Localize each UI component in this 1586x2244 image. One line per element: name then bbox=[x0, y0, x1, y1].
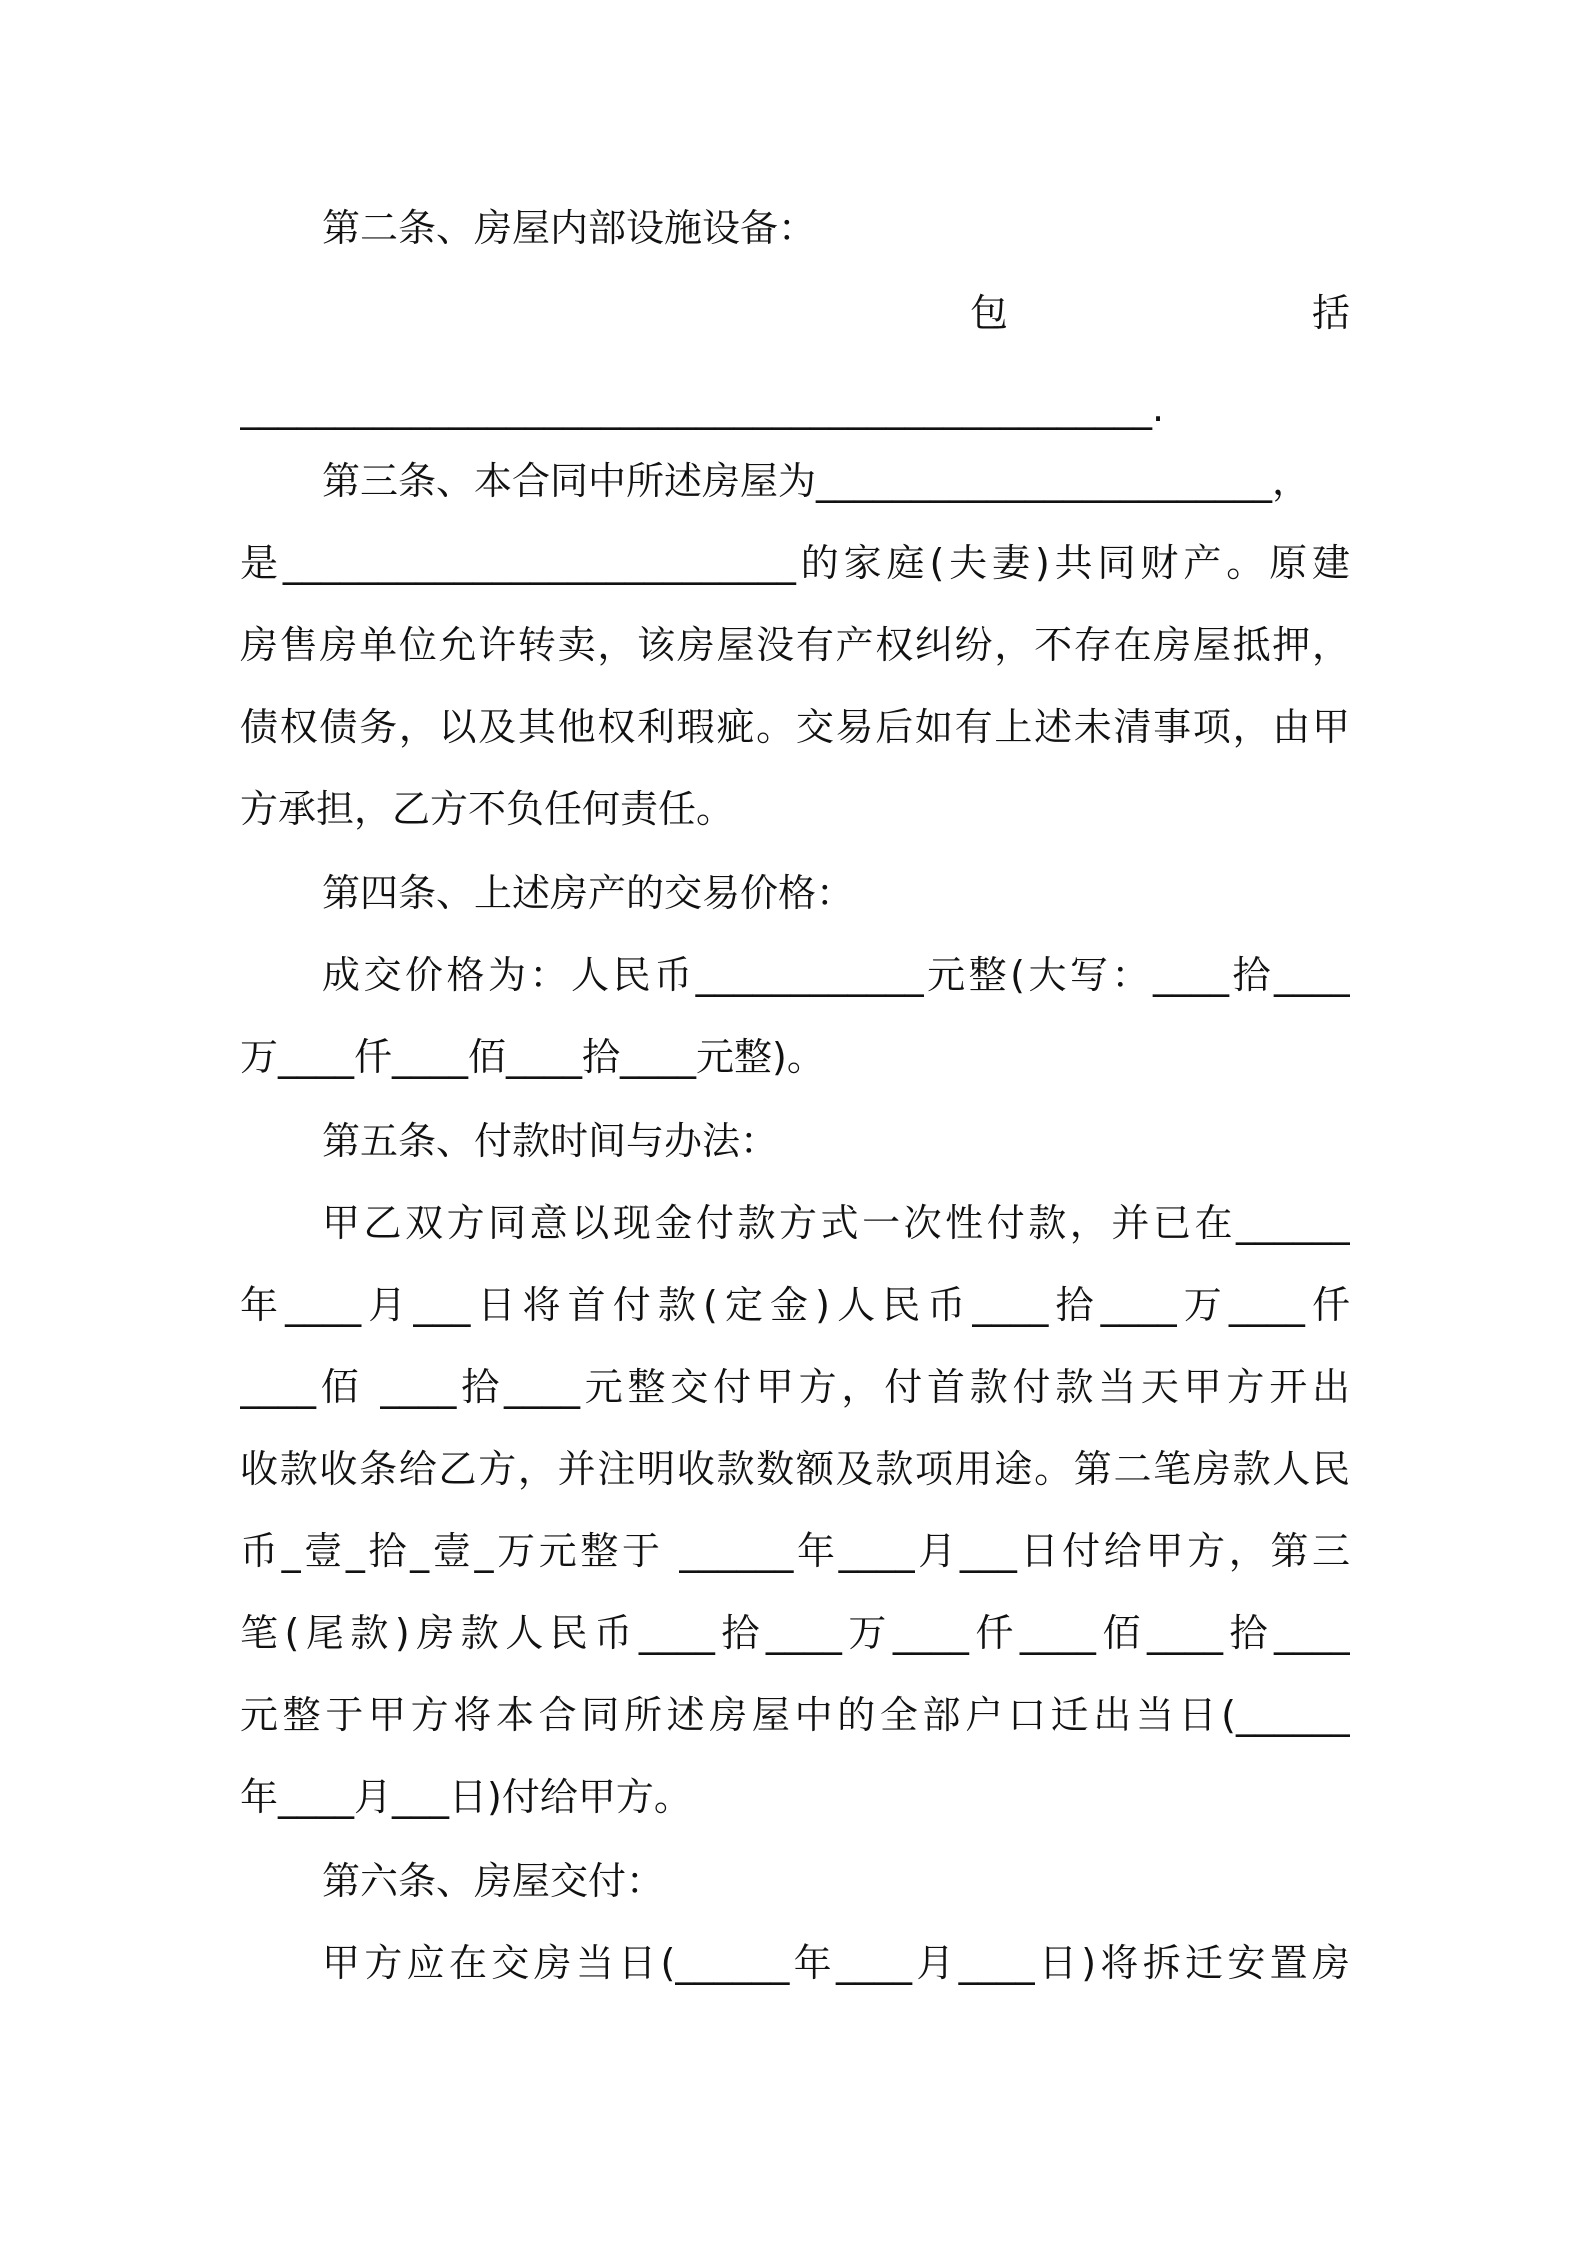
include-char-2: 括 bbox=[1311, 291, 1350, 335]
article-4-heading: 第四条、上述房产的交易价格： bbox=[322, 871, 855, 915]
article-3-line-1: 是___________________________的家庭(夫妻)共同财产。原建 bbox=[240, 541, 1350, 585]
article-3-line-4: 方承担，乙方不负任何责任。 bbox=[240, 787, 735, 831]
article-2-includes-line bbox=[240, 290, 1350, 336]
article-5-heading: 第五条、付款时间与办法： bbox=[322, 1119, 779, 1163]
article-4-price-line-2: 万____仟____佰____拾____元整)。 bbox=[240, 1035, 825, 1079]
article-2-blank-line: ________________________________________________. bbox=[240, 386, 1165, 430]
article-5-line-7: 元整于甲方将本合同所述房屋中的全部户口迁出当日(______ bbox=[240, 1693, 1350, 1737]
article-3-line-2: 房售房单位允许转卖，该房屋没有产权纠纷，不存在房屋抵押， bbox=[240, 623, 1350, 667]
article-5-line-6: 笔(尾款)房款人民币____拾____万____仟____佰____拾____ bbox=[240, 1611, 1350, 1655]
article-5-line-5: 币_壹_拾_壹_万元整于 ______年____月___日付给甲方，第三 bbox=[240, 1529, 1350, 1573]
article-5-line-3: ____佰 ____拾____元整交付甲方，付首款付款当天甲方开出 bbox=[240, 1365, 1350, 1409]
article-3-heading: 第三条、本合同中所述房屋为________________________， bbox=[322, 459, 1311, 503]
article-6-line-1: 甲方应在交房当日(______年____月____日)将拆迁安置房 bbox=[322, 1941, 1350, 1985]
article-5-line-8: 年____月___日)付给甲方。 bbox=[240, 1775, 692, 1819]
article-5-line-1: 甲乙双方同意以现金付款方式一次性付款，并已在______ bbox=[322, 1201, 1350, 1245]
article-5-line-2: 年____月___日将首付款(定金)人民币____拾____万____仟 bbox=[240, 1283, 1350, 1327]
article-2-heading: 第二条、房屋内部设施设备： bbox=[322, 206, 817, 250]
article-4-price-line-1: 成交价格为：人民币____________元整(大写：____拾____ bbox=[322, 953, 1350, 997]
article-6-heading: 第六条、房屋交付： bbox=[322, 1859, 665, 1903]
article-5-line-4: 收款收条给乙方，并注明收款数额及款项用途。第二笔房款人民 bbox=[240, 1447, 1350, 1491]
include-char-1: 包 bbox=[970, 291, 1009, 335]
article-3-line-3: 债权债务，以及其他权利瑕疵。交易后如有上述未清事项，由甲 bbox=[240, 705, 1350, 749]
